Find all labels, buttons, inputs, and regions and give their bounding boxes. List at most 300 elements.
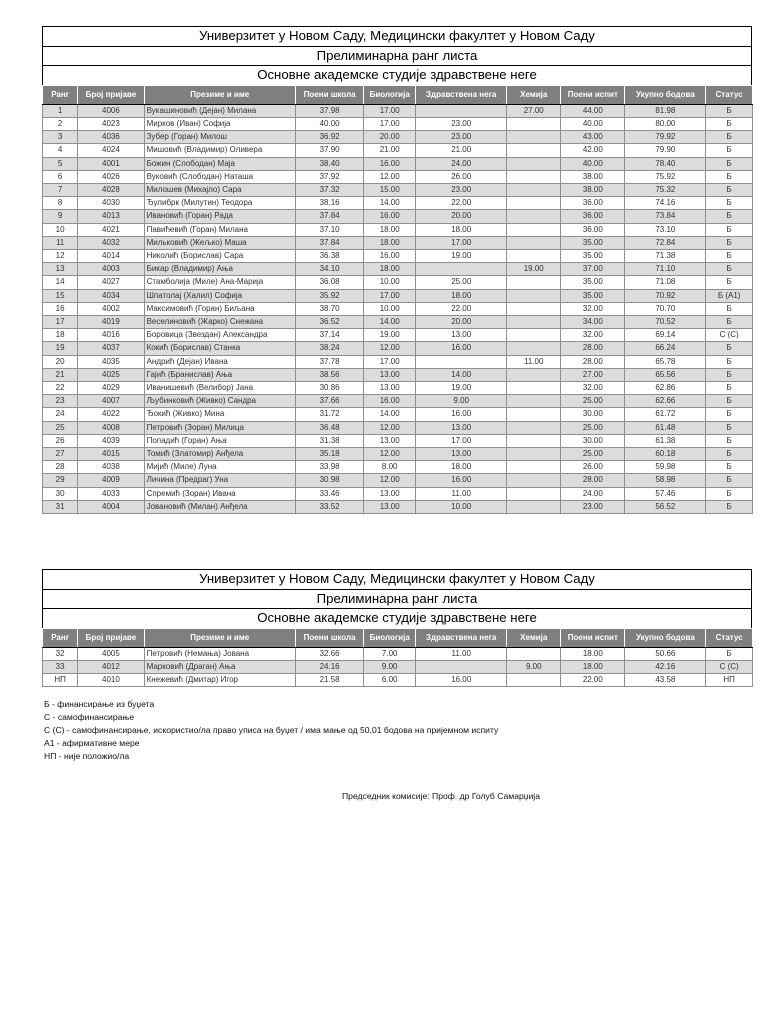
table-cell: Божин (Слободан) Маја bbox=[144, 157, 295, 170]
table-row bbox=[43, 487, 753, 500]
table-cell: 36.38 bbox=[295, 250, 363, 263]
table-cell: 62.66 bbox=[625, 395, 706, 408]
table-cell: Гајић (Бранислав) Ања bbox=[144, 368, 295, 381]
table-cell: Б bbox=[706, 382, 753, 395]
table-cell: 4016 bbox=[78, 329, 144, 342]
table-cell: Б bbox=[706, 434, 753, 447]
table-cell: 16.00 bbox=[364, 157, 416, 170]
table-cell: Мильковић (Жељко) Маша bbox=[144, 236, 295, 249]
table-cell: 12.00 bbox=[364, 170, 416, 183]
table-cell: 19.00 bbox=[416, 250, 507, 263]
ranking-sheet-1 bbox=[42, 26, 752, 514]
table-cell: Мишовић (Владимир) Оливера bbox=[144, 144, 295, 157]
table-row bbox=[43, 263, 753, 276]
table-cell: Марковић (Драган) Ања bbox=[144, 660, 295, 673]
table-cell: 18.00 bbox=[561, 647, 625, 660]
table-cell: Б bbox=[706, 316, 753, 329]
table-cell: 33.52 bbox=[295, 500, 363, 513]
table-cell: 17 bbox=[43, 316, 78, 329]
table-cell: 4038 bbox=[78, 461, 144, 474]
column-header: Презиме и име bbox=[144, 85, 295, 104]
table-row bbox=[43, 500, 753, 513]
table-cell: 37.32 bbox=[295, 184, 363, 197]
table-cell: Б bbox=[706, 236, 753, 249]
column-header: Број пријаве bbox=[78, 628, 144, 647]
table-cell: 18.00 bbox=[416, 223, 507, 236]
table-cell: 4014 bbox=[78, 250, 144, 263]
column-header: Ранг bbox=[43, 85, 78, 104]
table-cell: 33 bbox=[43, 660, 78, 673]
table-cell: 4002 bbox=[78, 302, 144, 315]
table-cell: 9.00 bbox=[507, 660, 561, 673]
table-cell: 36.00 bbox=[561, 210, 625, 223]
table-cell: 73.10 bbox=[625, 223, 706, 236]
table-cell: 19.00 bbox=[507, 263, 561, 276]
table-cell: 21.00 bbox=[416, 144, 507, 157]
column-header: Биологија bbox=[364, 628, 416, 647]
table-cell: 25.00 bbox=[561, 395, 625, 408]
table-row bbox=[43, 408, 753, 421]
column-header: Поени испит bbox=[561, 85, 625, 104]
table-cell: 79.90 bbox=[625, 144, 706, 157]
table-cell: 31 bbox=[43, 500, 78, 513]
table-cell: 32.66 bbox=[295, 647, 363, 660]
table-cell: Б bbox=[706, 276, 753, 289]
table-cell: 4039 bbox=[78, 434, 144, 447]
table-cell: 38.16 bbox=[295, 197, 363, 210]
table-cell: 18.00 bbox=[416, 461, 507, 474]
table-cell: 32.00 bbox=[561, 382, 625, 395]
table-header-row bbox=[43, 85, 753, 104]
table-cell: 70.52 bbox=[625, 316, 706, 329]
legend-item: Б - финансирање из буџета bbox=[44, 699, 155, 709]
ranking-sheet-2 bbox=[42, 569, 752, 687]
table-cell: 44.00 bbox=[561, 104, 625, 117]
table-cell: 38.70 bbox=[295, 302, 363, 315]
table-cell: 14.00 bbox=[416, 368, 507, 381]
table-cell: 16.00 bbox=[364, 395, 416, 408]
table-cell: 16.00 bbox=[416, 342, 507, 355]
table-cell: 8 bbox=[43, 197, 78, 210]
list-title: Прелиминарна ранг листа bbox=[42, 46, 752, 66]
table-cell: 4033 bbox=[78, 487, 144, 500]
table-header-row bbox=[43, 628, 753, 647]
table-cell bbox=[507, 434, 561, 447]
legend-item: С (С) - самофинансирање, искористио/ла право уписа на буџет / има мање од 50,01 бодова на пријемном испиту bbox=[44, 725, 499, 735]
table-row bbox=[43, 647, 753, 660]
table-cell: 6 bbox=[43, 170, 78, 183]
table-cell: 4019 bbox=[78, 316, 144, 329]
table-cell: Б bbox=[706, 474, 753, 487]
table-cell bbox=[416, 660, 507, 673]
table-cell: 12 bbox=[43, 250, 78, 263]
legend-item: НП - није положио/ла bbox=[44, 751, 130, 761]
table-cell: 4015 bbox=[78, 448, 144, 461]
table-cell: 81.98 bbox=[625, 104, 706, 117]
table-cell: 36.00 bbox=[561, 197, 625, 210]
university-title: Универзитет у Новом Саду, Медицински факултет у Новом Саду bbox=[42, 569, 752, 589]
table-cell bbox=[507, 500, 561, 513]
table-cell: Б bbox=[706, 197, 753, 210]
table-cell: 37.84 bbox=[295, 236, 363, 249]
table-row bbox=[43, 117, 753, 130]
table-cell: 4001 bbox=[78, 157, 144, 170]
table-cell: 21.58 bbox=[295, 674, 363, 687]
table-cell: 14.00 bbox=[364, 197, 416, 210]
table-cell: 62.86 bbox=[625, 382, 706, 395]
table-cell: 43.58 bbox=[625, 674, 706, 687]
table-cell: С (С) bbox=[706, 660, 753, 673]
table-cell: 19.00 bbox=[416, 382, 507, 395]
table-cell: 42.00 bbox=[561, 144, 625, 157]
table-cell: 20.00 bbox=[416, 316, 507, 329]
column-header: Статус bbox=[706, 628, 753, 647]
table-cell: 19 bbox=[43, 342, 78, 355]
table-cell bbox=[416, 355, 507, 368]
table-cell: С (С) bbox=[706, 329, 753, 342]
table-cell: 23.00 bbox=[561, 500, 625, 513]
table-cell bbox=[507, 487, 561, 500]
table-cell: 28 bbox=[43, 461, 78, 474]
table-cell: 36.08 bbox=[295, 276, 363, 289]
table-row bbox=[43, 448, 753, 461]
table-cell: 73.84 bbox=[625, 210, 706, 223]
table-cell: 26 bbox=[43, 434, 78, 447]
table-cell: 21.00 bbox=[364, 144, 416, 157]
table-cell: Б bbox=[706, 368, 753, 381]
table-cell: 17.00 bbox=[364, 104, 416, 117]
table-cell: 15.00 bbox=[364, 184, 416, 197]
table-cell: 4032 bbox=[78, 236, 144, 249]
table-cell: 30 bbox=[43, 487, 78, 500]
table-cell bbox=[507, 382, 561, 395]
table-cell: 8.00 bbox=[364, 461, 416, 474]
table-cell: 35.00 bbox=[561, 250, 625, 263]
table-row bbox=[43, 104, 753, 117]
table-cell: 4 bbox=[43, 144, 78, 157]
table-cell: Томић (Златомир) Анђела bbox=[144, 448, 295, 461]
table-cell: 14.00 bbox=[364, 316, 416, 329]
table-cell bbox=[507, 276, 561, 289]
table-cell: 25 bbox=[43, 421, 78, 434]
table-cell bbox=[507, 368, 561, 381]
table-row bbox=[43, 674, 753, 687]
table-cell: 31.38 bbox=[295, 434, 363, 447]
table-cell: Ђокић (Живко) Мина bbox=[144, 408, 295, 421]
table-row bbox=[43, 329, 753, 342]
table-cell: 13.00 bbox=[416, 421, 507, 434]
table-cell: 38.24 bbox=[295, 342, 363, 355]
table-cell: 30.00 bbox=[561, 408, 625, 421]
table-cell: 65.78 bbox=[625, 355, 706, 368]
table-cell: НП bbox=[706, 674, 753, 687]
table-cell: 16.00 bbox=[416, 408, 507, 421]
table-cell: Б bbox=[706, 184, 753, 197]
table-row bbox=[43, 184, 753, 197]
table-cell bbox=[507, 674, 561, 687]
legend-item: С - самофинансирање bbox=[44, 712, 135, 722]
table-cell: 27 bbox=[43, 448, 78, 461]
table-cell: Б bbox=[706, 250, 753, 263]
table-cell: Јовановић (Милан) Анђела bbox=[144, 500, 295, 513]
table-cell: 1 bbox=[43, 104, 78, 117]
table-cell: Павићевић (Горан) Милана bbox=[144, 223, 295, 236]
table-cell: 60.18 bbox=[625, 448, 706, 461]
table-cell: 38.56 bbox=[295, 368, 363, 381]
table-row bbox=[43, 302, 753, 315]
table-cell bbox=[416, 263, 507, 276]
table-cell: 35.92 bbox=[295, 289, 363, 302]
table-cell: 4025 bbox=[78, 368, 144, 381]
table-row bbox=[43, 223, 753, 236]
table-cell: 61.48 bbox=[625, 421, 706, 434]
table-cell: Б bbox=[706, 157, 753, 170]
table-cell: Б bbox=[706, 223, 753, 236]
table-cell: 16.00 bbox=[416, 474, 507, 487]
table-cell: 27.00 bbox=[507, 104, 561, 117]
table-cell: Б bbox=[706, 144, 753, 157]
table-cell: 9.00 bbox=[416, 395, 507, 408]
table-cell: 23.00 bbox=[416, 117, 507, 130]
table-cell: Б bbox=[706, 355, 753, 368]
table-cell: 37.92 bbox=[295, 170, 363, 183]
table-cell: 35.00 bbox=[561, 276, 625, 289]
table-cell: 14.00 bbox=[364, 408, 416, 421]
table-cell: 17.00 bbox=[364, 355, 416, 368]
table-cell: Максимовић (Горан) Биљана bbox=[144, 302, 295, 315]
table-row bbox=[43, 421, 753, 434]
table-cell: 38.40 bbox=[295, 157, 363, 170]
table-row bbox=[43, 342, 753, 355]
ranking-table-2 bbox=[42, 628, 753, 688]
table-cell: 18.00 bbox=[561, 660, 625, 673]
table-row bbox=[43, 434, 753, 447]
table-cell: 16.00 bbox=[416, 674, 507, 687]
table-cell: 4021 bbox=[78, 223, 144, 236]
column-header: Биологија bbox=[364, 85, 416, 104]
table-cell: 37.84 bbox=[295, 210, 363, 223]
table-cell: 37.10 bbox=[295, 223, 363, 236]
table-row bbox=[43, 210, 753, 223]
table-cell: 13.00 bbox=[364, 500, 416, 513]
table-row bbox=[43, 276, 753, 289]
table-cell: 4036 bbox=[78, 131, 144, 144]
table-row bbox=[43, 157, 753, 170]
table-cell: 70.92 bbox=[625, 289, 706, 302]
table-row bbox=[43, 250, 753, 263]
table-cell: 6.00 bbox=[364, 674, 416, 687]
table-cell: Б bbox=[706, 342, 753, 355]
table-row bbox=[43, 660, 753, 673]
table-cell: 27.00 bbox=[561, 368, 625, 381]
table-cell: 23 bbox=[43, 395, 78, 408]
column-header: Укупно бодова bbox=[625, 628, 706, 647]
column-header: Здравствена нега bbox=[416, 85, 507, 104]
column-header: Презиме и име bbox=[144, 628, 295, 647]
table-cell: 61.38 bbox=[625, 434, 706, 447]
commission-signature: Председник комисије: Проф. др Голуб Самарџија bbox=[342, 791, 540, 801]
table-cell: 58.98 bbox=[625, 474, 706, 487]
table-cell: Б bbox=[706, 131, 753, 144]
column-header: Ранг bbox=[43, 628, 78, 647]
table-cell: Кокић (Борислав) Станка bbox=[144, 342, 295, 355]
table-cell: 20 bbox=[43, 355, 78, 368]
table-cell: 22.00 bbox=[416, 302, 507, 315]
table-cell: Личина (Предраг) Уна bbox=[144, 474, 295, 487]
table-cell: 37.78 bbox=[295, 355, 363, 368]
table-cell: 37.66 bbox=[295, 395, 363, 408]
table-cell: 37.14 bbox=[295, 329, 363, 342]
table-cell: Б bbox=[706, 104, 753, 117]
table-cell: 75.32 bbox=[625, 184, 706, 197]
table-cell bbox=[507, 157, 561, 170]
table-cell: 17.00 bbox=[364, 289, 416, 302]
table-cell: 22.00 bbox=[561, 674, 625, 687]
table-cell: 35.00 bbox=[561, 289, 625, 302]
table-cell: 2 bbox=[43, 117, 78, 130]
table-cell: 4008 bbox=[78, 421, 144, 434]
table-cell: 9.00 bbox=[364, 660, 416, 673]
table-cell: 4013 bbox=[78, 210, 144, 223]
table-cell: 40.00 bbox=[561, 117, 625, 130]
table-cell bbox=[416, 104, 507, 117]
table-cell: 75.92 bbox=[625, 170, 706, 183]
table-cell: 26.00 bbox=[416, 170, 507, 183]
legend bbox=[44, 698, 498, 763]
table-cell: 13.00 bbox=[364, 487, 416, 500]
table-cell: 18.00 bbox=[364, 236, 416, 249]
column-header: Укупно бодова bbox=[625, 85, 706, 104]
table-cell: Петровић (Немања) Јована bbox=[144, 647, 295, 660]
table-cell: 13.00 bbox=[416, 448, 507, 461]
table-cell: 13.00 bbox=[364, 368, 416, 381]
table-row bbox=[43, 289, 753, 302]
table-cell bbox=[507, 316, 561, 329]
table-cell bbox=[507, 170, 561, 183]
table-cell: 5 bbox=[43, 157, 78, 170]
table-cell: 4029 bbox=[78, 382, 144, 395]
table-cell: 12.00 bbox=[364, 448, 416, 461]
table-cell: 4024 bbox=[78, 144, 144, 157]
table-cell bbox=[507, 647, 561, 660]
table-cell: 23.00 bbox=[416, 184, 507, 197]
table-cell: 4009 bbox=[78, 474, 144, 487]
table-cell: 18.00 bbox=[416, 289, 507, 302]
table-cell: 17.00 bbox=[416, 236, 507, 249]
table-cell: 24.00 bbox=[561, 487, 625, 500]
table-row bbox=[43, 316, 753, 329]
table-row bbox=[43, 355, 753, 368]
table-cell: 50.66 bbox=[625, 647, 706, 660]
table-cell: Стамболија (Миле) Ана-Марија bbox=[144, 276, 295, 289]
table-row bbox=[43, 236, 753, 249]
table-cell bbox=[507, 302, 561, 315]
table-cell: Иванишевић (Велибор) Јана bbox=[144, 382, 295, 395]
table-cell: Б bbox=[706, 170, 753, 183]
table-cell: Мијић (Миле) Луна bbox=[144, 461, 295, 474]
table-cell: 74.16 bbox=[625, 197, 706, 210]
table-cell: 18.00 bbox=[364, 223, 416, 236]
table-cell: 37.98 bbox=[295, 104, 363, 117]
table-cell: 36.00 bbox=[561, 223, 625, 236]
table-cell: 69.14 bbox=[625, 329, 706, 342]
table-cell bbox=[507, 408, 561, 421]
table-cell: Б bbox=[706, 395, 753, 408]
table-cell: 65.56 bbox=[625, 368, 706, 381]
table-cell: 11.00 bbox=[416, 647, 507, 660]
table-cell bbox=[507, 210, 561, 223]
table-cell: 18.00 bbox=[364, 263, 416, 276]
table-cell bbox=[507, 395, 561, 408]
table-cell: Вукашиновић (Дејан) Милана bbox=[144, 104, 295, 117]
table-cell bbox=[507, 144, 561, 157]
table-row bbox=[43, 382, 753, 395]
column-header: Здравствена нега bbox=[416, 628, 507, 647]
table-cell: 32 bbox=[43, 647, 78, 660]
table-cell: 79.92 bbox=[625, 131, 706, 144]
table-cell bbox=[507, 223, 561, 236]
table-cell: 4003 bbox=[78, 263, 144, 276]
table-cell: 72.84 bbox=[625, 236, 706, 249]
table-cell: Љубинковић (Живко) Сандра bbox=[144, 395, 295, 408]
table-cell: 12.00 bbox=[364, 474, 416, 487]
table-cell: 13 bbox=[43, 263, 78, 276]
table-cell: 40.00 bbox=[295, 117, 363, 130]
table-cell: 35.00 bbox=[561, 236, 625, 249]
table-cell: Б (А1) bbox=[706, 289, 753, 302]
table-cell: 23.00 bbox=[416, 131, 507, 144]
table-cell: 33.98 bbox=[295, 461, 363, 474]
program-title: Основне академске студије здравствене неге bbox=[42, 608, 752, 628]
table-cell: 11.00 bbox=[416, 487, 507, 500]
table-cell: 25.00 bbox=[561, 421, 625, 434]
table-cell: 11.00 bbox=[507, 355, 561, 368]
table-cell bbox=[507, 421, 561, 434]
table-cell: 4004 bbox=[78, 500, 144, 513]
table-cell: 32.00 bbox=[561, 302, 625, 315]
table-cell: Андрић (Дејан) Ивана bbox=[144, 355, 295, 368]
table-cell: 30.98 bbox=[295, 474, 363, 487]
table-cell: 12.00 bbox=[364, 421, 416, 434]
table-cell bbox=[507, 448, 561, 461]
table-cell: 9 bbox=[43, 210, 78, 223]
table-cell: 17.00 bbox=[416, 434, 507, 447]
table-cell: 4037 bbox=[78, 342, 144, 355]
table-cell: 20.00 bbox=[416, 210, 507, 223]
table-cell: 15 bbox=[43, 289, 78, 302]
table-cell: 7.00 bbox=[364, 647, 416, 660]
table-cell: 14 bbox=[43, 276, 78, 289]
table-cell: 10.00 bbox=[416, 500, 507, 513]
table-cell: 3 bbox=[43, 131, 78, 144]
table-cell: Б bbox=[706, 461, 753, 474]
university-title: Универзитет у Новом Саду, Медицински факултет у Новом Саду bbox=[42, 26, 752, 46]
table-cell: 4005 bbox=[78, 647, 144, 660]
table-cell: Шпатолај (Халил) Софија bbox=[144, 289, 295, 302]
table-cell: 35.18 bbox=[295, 448, 363, 461]
table-cell: 37.90 bbox=[295, 144, 363, 157]
program-title: Основне академске студије здравствене неге bbox=[42, 65, 752, 85]
table-cell: 28.00 bbox=[561, 474, 625, 487]
table-cell: 30.86 bbox=[295, 382, 363, 395]
table-cell: 13.00 bbox=[364, 434, 416, 447]
table-cell: 25.00 bbox=[416, 276, 507, 289]
table-cell: 29 bbox=[43, 474, 78, 487]
table-cell: 13.00 bbox=[416, 329, 507, 342]
table-cell: Б bbox=[706, 500, 753, 513]
table-cell: Спремић (Зоран) Ивана bbox=[144, 487, 295, 500]
table-cell: 38.00 bbox=[561, 184, 625, 197]
